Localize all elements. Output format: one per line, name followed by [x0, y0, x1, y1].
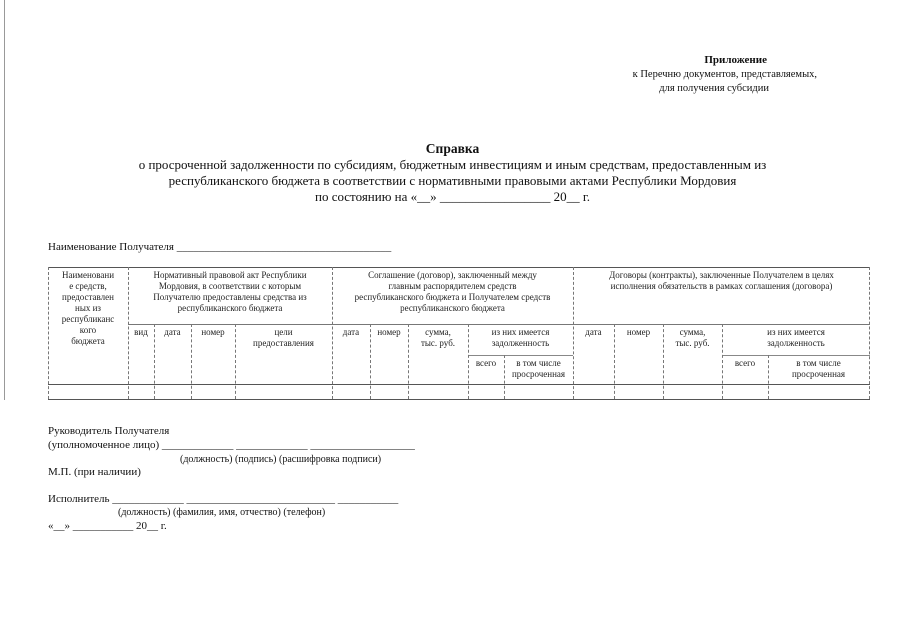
- col-debt-overdue: в том числе просроченная: [511, 358, 566, 379]
- col-funds-name: Наименовани е средств, предоставлен ных из республиканс кого бюджета: [61, 270, 115, 346]
- executor-caption: (должность) (фамилия, имя, отчество) (телефон): [118, 507, 326, 518]
- group-agreement: Соглашение (договор), заключенный между главным распорядителем средств республиканского бюджета и Получателем средств республиканского бюджета: [354, 270, 551, 313]
- recipient-label: Наименование Получателя: [48, 241, 174, 253]
- executor-line[interactable]: Исполнитель _____________ ___________________________ ___________: [48, 493, 399, 505]
- subtitle-line-1: о просроченной задолженности по субсидиям, бюджетным инвестициям и иным средствам, предоставленным из: [138, 157, 767, 172]
- subtitle-line-2: республиканского бюджета в соответствии с нормативными правовыми актами Республики Мордовия: [168, 173, 737, 188]
- authorized-caption: (должность) (подпись) (расшифровка подписи): [180, 454, 382, 465]
- recipient-row: [48, 241, 391, 253]
- group-normative-act: Нормативный правовой акт Республики Мордовия, в соответствии с которым Получателю предоставлены средства из республиканского бюджета: [153, 270, 307, 313]
- col-debt-overdue: в том числе просроченная: [791, 358, 846, 379]
- document-subtitle: [0, 157, 905, 205]
- table-debt-line-2: [722, 355, 870, 356]
- table-top-line: [48, 267, 870, 268]
- document-title: Справка: [425, 141, 480, 156]
- table-row[interactable]: [48, 385, 870, 399]
- date-line[interactable]: «__» ___________ 20__ г.: [48, 520, 167, 532]
- group-contracts: Договоры (контракты), заключенные Получателем в целях исполнения обязательств в рамках соглашения (договора): [609, 270, 834, 291]
- col-sum: сумма, тыс. руб.: [675, 327, 710, 348]
- col-debt-total: всего: [734, 358, 756, 368]
- table-debt-line-1: [468, 355, 573, 356]
- table-subheader-line: [128, 324, 870, 325]
- col-date: дата: [164, 327, 181, 337]
- appendix-line-1: к Перечню документов, представляемых,: [632, 69, 817, 80]
- col-number: номер: [626, 327, 651, 337]
- recipient-blank[interactable]: _______________________________________: [176, 241, 392, 253]
- col-debt-total: всего: [475, 358, 497, 368]
- col-number: номер: [201, 327, 225, 337]
- col-number: номер: [377, 327, 401, 337]
- authorized-person-line[interactable]: (уполномоченное лицо) _____________ _____________ ___________________: [48, 439, 415, 451]
- col-date: дата: [585, 327, 602, 337]
- col-vid: вид: [134, 327, 148, 337]
- debt-table: [48, 262, 870, 402]
- col-debt: из них имеется задолженность: [491, 327, 550, 348]
- seal-note: М.П. (при наличии): [48, 466, 141, 478]
- col-debt: из них имеется задолженность: [767, 327, 825, 348]
- appendix-title: Приложение: [704, 54, 767, 66]
- table-bottom-line: [48, 399, 870, 400]
- col-purpose: цели предоставления: [253, 327, 314, 348]
- col-date: дата: [342, 327, 360, 337]
- subtitle-line-3: по состоянию на «__» _________________ 20__ г.: [314, 189, 591, 204]
- head-label: Руководитель Получателя: [48, 425, 170, 437]
- appendix-line-2: для получения субсидии: [659, 83, 769, 94]
- col-sum: сумма, тыс. руб.: [420, 327, 456, 348]
